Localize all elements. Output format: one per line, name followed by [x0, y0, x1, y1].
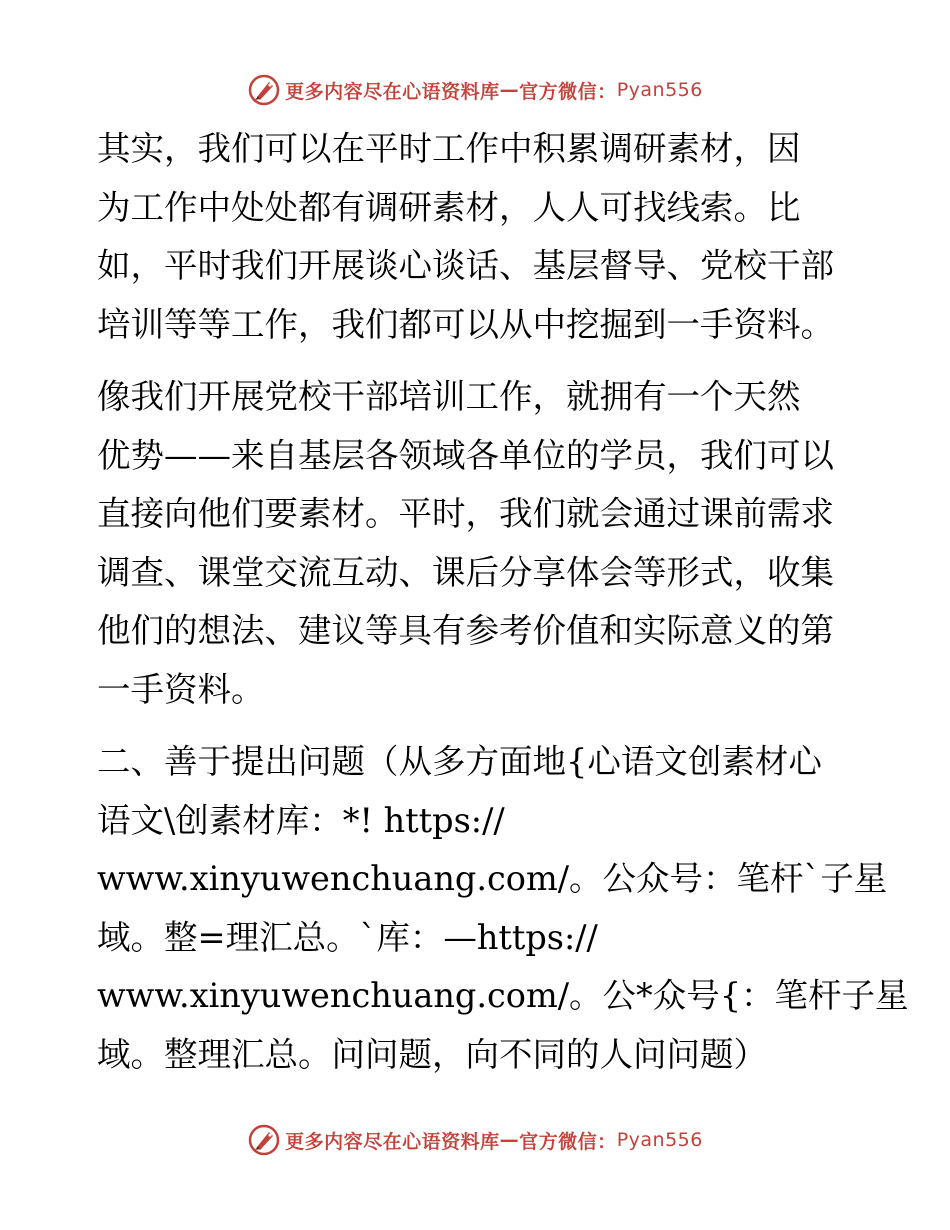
- text-line: 培训等等工作，我们都可以从中挖掘到一手资料。: [97, 304, 834, 344]
- text-line: 他们的想法、建议等具有参考价值和实际意义的第: [97, 611, 834, 650]
- text-line: 调查、课堂交流互动、课后分享体会等形式，收集: [97, 552, 834, 592]
- text-line: 域。整=理汇总。`库：—https://: [97, 917, 598, 957]
- text-line: www.xinyuwenchuang.com/。公众号：笔杆`子星: [97, 859, 888, 898]
- text-line: 二、善于提出问题（从多方面地{心语文创素材心: [97, 742, 822, 781]
- banner-main-text: 更多内容尽在心语资料库: [285, 80, 500, 103]
- banner-main-text: 更多内容尽在心语资料库: [285, 1130, 500, 1153]
- paragraph-1: [97, 120, 857, 354]
- paragraph-3: [97, 733, 909, 1084]
- text-line: www.xinyuwenchuang.com/。公*众号{：笔杆子星: [97, 976, 909, 1015]
- banner-wechat-id: Pyan556: [616, 1129, 703, 1151]
- text-line: 语文\创素材库：*! https://: [97, 800, 505, 840]
- document-body: [97, 120, 909, 1098]
- banner-dash: —: [499, 1129, 520, 1151]
- pen-nib-logo-icon: [247, 73, 281, 107]
- text-line: 域。整理汇总。问问题，向不同的人问问题）: [97, 1034, 767, 1074]
- pen-nib-logo-icon: [247, 1123, 281, 1157]
- text-line: 一手资料。: [97, 669, 265, 709]
- banner-wechat-label: 官方微信：: [519, 1130, 617, 1153]
- header-banner: [0, 70, 950, 110]
- text-line: 其实，我们可以在平时工作中积累调研素材，因: [97, 129, 801, 168]
- text-line: 像我们开展党校干部培训工作，就拥有一个天然: [97, 377, 801, 416]
- paragraph-2: [97, 368, 857, 719]
- text-line: 如，平时我们开展谈心谈话、基层督导、党校干部: [97, 246, 834, 285]
- footer-banner: [0, 1120, 950, 1160]
- text-line: 优势——来自基层各领域各单位的学员，我们可以: [97, 435, 834, 475]
- text-line: 直接向他们要素材。平时，我们就会通过课前需求: [97, 494, 834, 533]
- text-line: 为工作中处处都有调研素材，人人可找线索。比: [97, 187, 801, 227]
- banner-wechat-id: Pyan556: [616, 79, 703, 101]
- banner-wechat-label: 官方微信：: [519, 80, 617, 103]
- banner-dash: —: [499, 79, 520, 101]
